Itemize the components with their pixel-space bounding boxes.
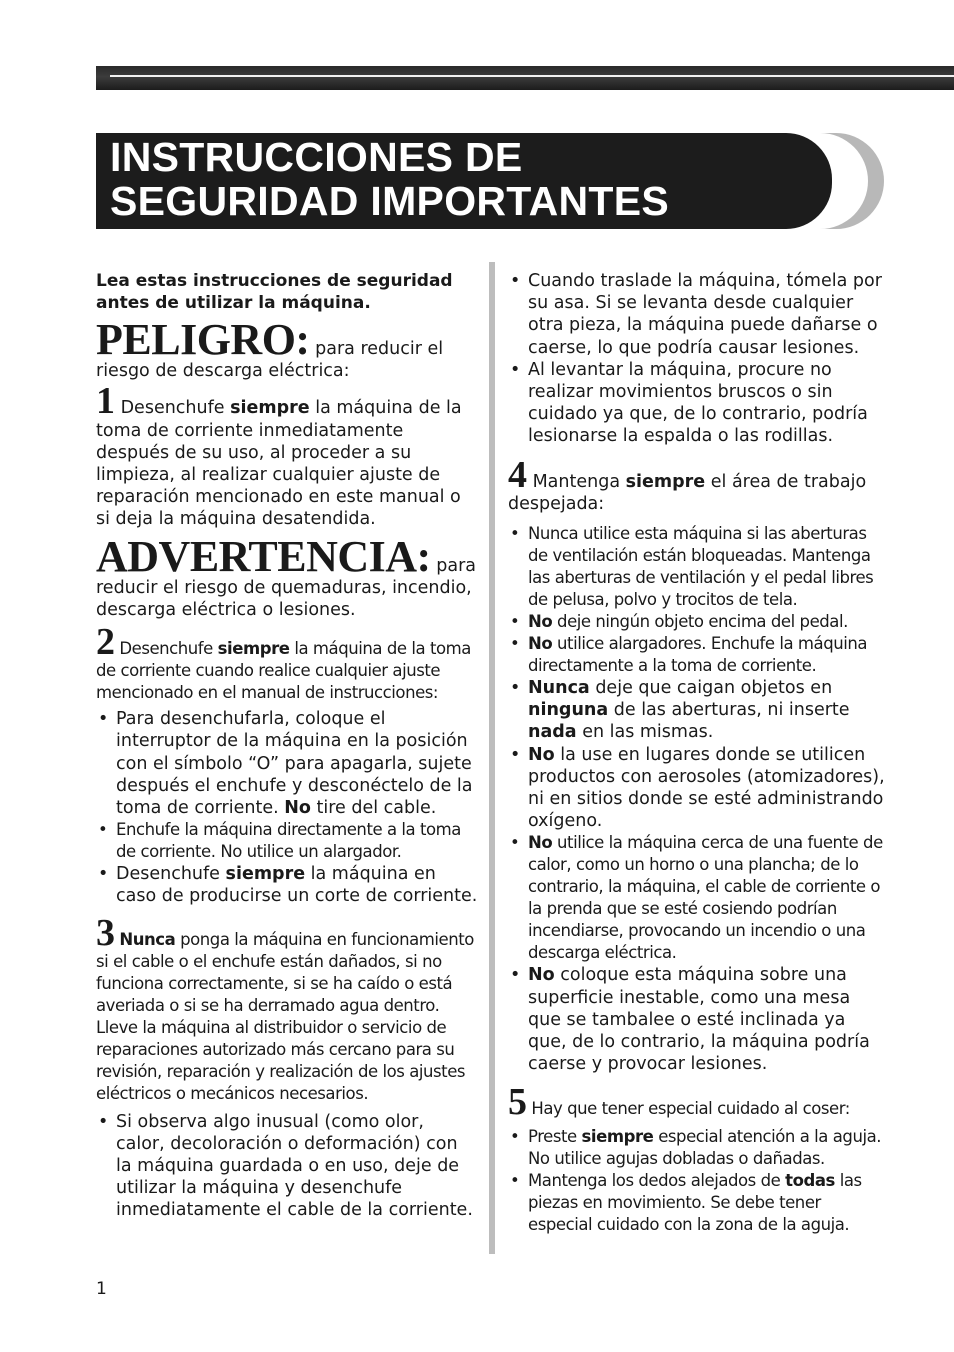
item-3-bullets — [96, 1111, 478, 1222]
top-bullets — [508, 270, 888, 448]
list-item: • Para desenchufarla, coloque el interruptor de la máquina en la posición con el símbolo “O” para apagarla, sujete después el enchufe y desconéctelo de la toma de corriente. No tire del cable. — [96, 708, 478, 819]
advertencia-text: para reducir el riesgo de quemaduras, incendio, descarga eléctrica o lesiones. — [96, 555, 477, 621]
list-item: • Al levantar la máquina, procure no realizar movimientos bruscos o sin cuidado ya que, de lo contrario, podría lesionarse la espalda o las rodillas. — [508, 359, 888, 448]
peligro-text: para reducir el riesgo de descarga eléctrica: — [96, 339, 444, 382]
item-number: 4 — [508, 453, 527, 496]
item-4-bullets — [508, 523, 888, 1075]
page-title: INSTRUCCIONES DE SEGURIDAD IMPORTANTES — [110, 134, 670, 224]
peligro-label: PELIGRO: — [96, 315, 310, 364]
header-rule — [110, 75, 954, 77]
list-item: • No coloque esta máquina sobre una superficie inestable, como una mesa que se tambalee o esté inclinada ya que, de lo contrario, la máquina podría caerse y provocar lesiones. — [508, 964, 888, 1075]
page-number: 1 — [96, 1279, 107, 1299]
item-number: 2 — [96, 621, 115, 664]
list-item: • No utilice alargadores. Enchufe la máquina directamente a la toma de corriente. — [508, 633, 888, 677]
title-banner — [96, 133, 896, 230]
peligro-section — [96, 315, 478, 382]
item-number: 3 — [96, 911, 115, 954]
item-5: 5 Hay que tener especial cuidado al coser: — [508, 1081, 850, 1124]
list-item: • Mantenga los dedos alejados de todas las piezas en movimiento. Se debe tener especial cuidado con la zona de la aguja. — [508, 1170, 888, 1236]
list-item: • No la use en lugares donde se utilicen productos con aerosoles (atomizadores), ni en sitios donde se esté administrando oxígeno. — [508, 744, 888, 833]
column-divider — [489, 262, 495, 1254]
item-4: 4 Mantenga siempre el área de trabajo despejada: — [508, 453, 867, 514]
list-item: • Preste siempre especial atención a la aguja. No utilice agujas dobladas o dañadas. — [508, 1126, 888, 1170]
item-2-bullets — [96, 708, 478, 907]
item-number: 5 — [508, 1081, 527, 1124]
right-column — [508, 270, 888, 1236]
item-3: 3 Nunca ponga la máquina en funcionamiento si el cable o el enchufe están dañados, si no funciona correctamente, si se ha caído o está averiada o si se ha derramado agua dentro. Lleve la máquina al distribuidor o servicio de reparaciones autorizado más cercano para su revisión, reparación y realización de los ajustes eléctricos o mecánicos necesarios. — [96, 911, 474, 1103]
advertencia-label: ADVERTENCIA: — [96, 531, 431, 581]
list-item: • Nunca utilice esta máquina si las aberturas de ventilación están bloqueadas. Mantenga las aberturas de ventilación y el pedal libres de pelusa, polvo y trocitos de tela. — [508, 523, 888, 611]
list-item: • Si observa algo inusual (como olor, calor, decoloración o deformación) con la máquina guardada o en uso, deje de utilizar la máquina y desenchufe inmediatamente el cable de la corriente. — [96, 1111, 478, 1222]
item-5-bullets — [508, 1126, 888, 1236]
intro-text: Lea estas instrucciones de seguridad antes de utilizar la máquina. — [96, 271, 453, 313]
list-item: • Desenchufe siempre la máquina en caso de producirse un corte de corriente. — [96, 863, 478, 907]
title-box — [96, 133, 832, 229]
list-item: • No utilice la máquina cerca de una fuente de calor, como un horno o una plancha; de lo contrario, la máquina, el cable de corriente o la prenda que se esté cosiendo podrían incendiarse, provocando un incendio o una descarga eléctrica. — [508, 832, 888, 964]
list-item: • Enchufe la máquina directamente a la toma de corriente. No utilice un alargador. — [96, 819, 478, 863]
list-item: • Cuando traslade la máquina, tómela por su asa. Si se levanta desde cualquier otra pieza, la máquina puede dañarse o caerse, lo que podría causar lesiones. — [508, 270, 888, 359]
item-2: 2 Desenchufe siempre la máquina de la toma de corriente cuando realice cualquier ajuste mencionado en el manual de instrucciones: — [96, 621, 471, 703]
list-item: • Nunca deje que caigan objetos en ninguna de las aberturas, ni inserte nada en las mismas. — [508, 677, 888, 744]
advertencia-section — [96, 531, 478, 622]
item-1: 1 Desenchufe siempre la máquina de la toma de corriente inmediatamente después de su uso, al proceder a su limpieza, al realizar cualquier ajuste de reparación mencionado en este manual o si deja la máquina desatendida. — [96, 380, 462, 530]
left-column — [96, 270, 478, 1222]
header-bar — [96, 66, 954, 90]
item-number: 1 — [96, 380, 115, 423]
list-item: • No deje ningún objeto encima del pedal. — [508, 611, 888, 633]
